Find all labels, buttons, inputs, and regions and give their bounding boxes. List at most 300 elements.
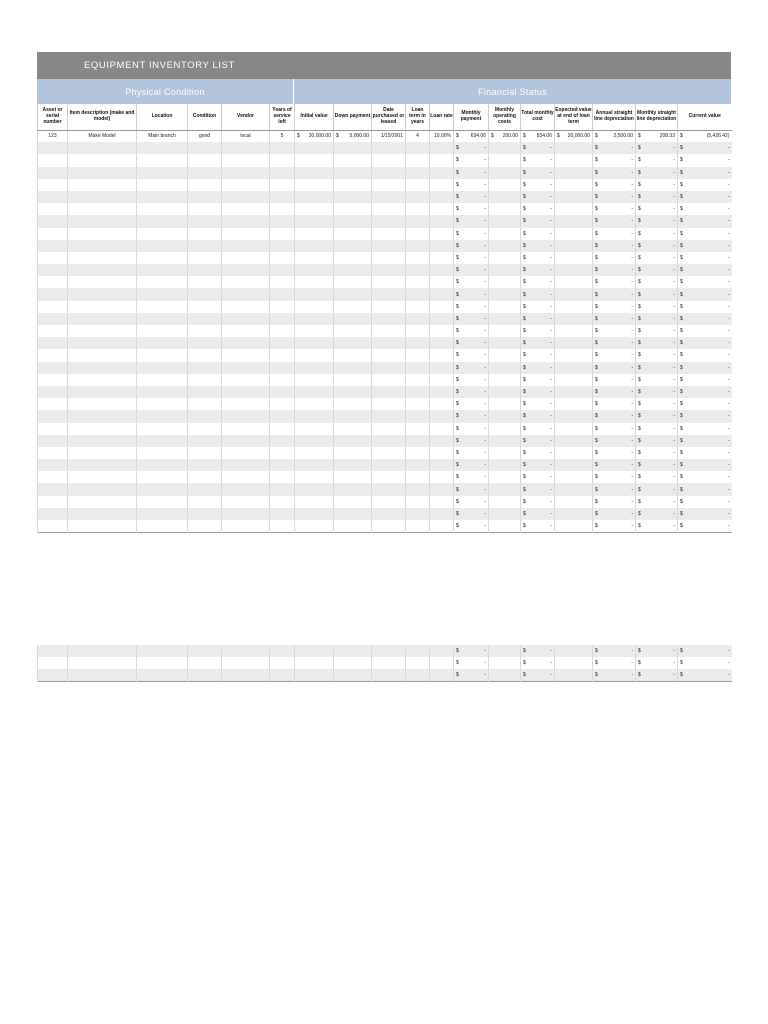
table-cell[interactable] bbox=[222, 325, 270, 337]
table-cell[interactable] bbox=[406, 386, 430, 398]
table-cell[interactable] bbox=[454, 313, 489, 325]
table-cell[interactable] bbox=[678, 349, 732, 361]
table-cell[interactable] bbox=[521, 657, 555, 669]
table-cell[interactable] bbox=[188, 179, 222, 191]
table-cell[interactable] bbox=[555, 447, 593, 459]
cell-years-left[interactable]: 5 bbox=[270, 130, 295, 142]
table-cell[interactable] bbox=[188, 398, 222, 410]
table-cell[interactable] bbox=[489, 496, 521, 508]
table-cell[interactable] bbox=[137, 228, 188, 240]
table-cell[interactable] bbox=[489, 410, 521, 422]
table-cell[interactable] bbox=[372, 325, 406, 337]
table-cell[interactable] bbox=[68, 154, 137, 166]
table-cell[interactable] bbox=[593, 228, 636, 240]
table-cell[interactable] bbox=[68, 337, 137, 349]
table-cell[interactable] bbox=[270, 142, 295, 154]
table-cell[interactable] bbox=[521, 410, 555, 422]
table-cell[interactable] bbox=[521, 374, 555, 386]
table-cell[interactable] bbox=[430, 410, 454, 422]
table-cell[interactable] bbox=[678, 459, 732, 471]
cell-expected-value[interactable] bbox=[555, 130, 593, 142]
table-cell[interactable] bbox=[555, 386, 593, 398]
table-cell[interactable] bbox=[406, 240, 430, 252]
table-cell[interactable] bbox=[555, 645, 593, 657]
table-cell[interactable] bbox=[270, 423, 295, 435]
table-cell[interactable] bbox=[406, 252, 430, 264]
table-cell[interactable] bbox=[406, 669, 430, 681]
table-cell[interactable] bbox=[372, 191, 406, 203]
table-cell[interactable] bbox=[270, 496, 295, 508]
table-cell[interactable] bbox=[521, 276, 555, 288]
table-cell[interactable] bbox=[406, 447, 430, 459]
table-cell[interactable] bbox=[38, 398, 68, 410]
table-cell[interactable] bbox=[295, 508, 334, 520]
table-cell[interactable] bbox=[454, 362, 489, 374]
table-cell[interactable] bbox=[454, 520, 489, 532]
table-cell[interactable] bbox=[521, 142, 555, 154]
table-cell[interactable] bbox=[489, 657, 521, 669]
table-cell[interactable] bbox=[430, 374, 454, 386]
table-cell[interactable] bbox=[68, 423, 137, 435]
table-cell[interactable] bbox=[406, 508, 430, 520]
table-cell[interactable] bbox=[593, 349, 636, 361]
table-cell[interactable] bbox=[454, 447, 489, 459]
table-cell[interactable] bbox=[334, 508, 372, 520]
table-cell[interactable] bbox=[593, 142, 636, 154]
table-cell[interactable] bbox=[430, 337, 454, 349]
table-cell[interactable] bbox=[137, 240, 188, 252]
table-cell[interactable] bbox=[222, 191, 270, 203]
table-cell[interactable] bbox=[137, 264, 188, 276]
table-cell[interactable] bbox=[68, 228, 137, 240]
table-cell[interactable] bbox=[222, 471, 270, 483]
table-cell[interactable] bbox=[454, 191, 489, 203]
table-cell[interactable] bbox=[593, 301, 636, 313]
table-cell[interactable] bbox=[521, 337, 555, 349]
table-cell[interactable] bbox=[270, 288, 295, 300]
table-cell[interactable] bbox=[295, 520, 334, 532]
table-cell[interactable] bbox=[454, 203, 489, 215]
table-cell[interactable] bbox=[188, 657, 222, 669]
table-cell[interactable] bbox=[555, 508, 593, 520]
table-cell[interactable] bbox=[188, 645, 222, 657]
table-cell[interactable] bbox=[489, 301, 521, 313]
table-cell[interactable] bbox=[334, 483, 372, 495]
table-cell[interactable] bbox=[489, 386, 521, 398]
table-cell[interactable] bbox=[489, 154, 521, 166]
table-cell[interactable] bbox=[222, 398, 270, 410]
table-cell[interactable] bbox=[295, 325, 334, 337]
table-cell[interactable] bbox=[188, 386, 222, 398]
table-cell[interactable] bbox=[406, 288, 430, 300]
table-cell[interactable] bbox=[406, 496, 430, 508]
cell-location[interactable]: Main branch bbox=[137, 130, 188, 142]
table-cell[interactable] bbox=[38, 167, 68, 179]
table-cell[interactable] bbox=[38, 459, 68, 471]
table-cell[interactable] bbox=[295, 398, 334, 410]
table-cell[interactable] bbox=[137, 288, 188, 300]
table-cell[interactable] bbox=[406, 657, 430, 669]
table-cell[interactable] bbox=[68, 657, 137, 669]
table-cell[interactable] bbox=[68, 142, 137, 154]
table-cell[interactable] bbox=[372, 423, 406, 435]
table-cell[interactable] bbox=[555, 423, 593, 435]
table-cell[interactable] bbox=[372, 374, 406, 386]
table-cell[interactable] bbox=[636, 471, 678, 483]
table-cell[interactable] bbox=[678, 496, 732, 508]
table-cell[interactable] bbox=[270, 325, 295, 337]
table-cell[interactable] bbox=[334, 447, 372, 459]
table-cell[interactable] bbox=[489, 240, 521, 252]
table-cell[interactable] bbox=[68, 325, 137, 337]
table-cell[interactable] bbox=[555, 264, 593, 276]
table-cell[interactable] bbox=[636, 459, 678, 471]
table-cell[interactable] bbox=[334, 423, 372, 435]
table-cell[interactable] bbox=[678, 645, 732, 657]
table-cell[interactable] bbox=[489, 669, 521, 681]
table-cell[interactable] bbox=[636, 240, 678, 252]
table-cell[interactable] bbox=[454, 645, 489, 657]
table-cell[interactable] bbox=[454, 276, 489, 288]
table-cell[interactable] bbox=[593, 398, 636, 410]
table-cell[interactable] bbox=[454, 167, 489, 179]
table-cell[interactable] bbox=[593, 337, 636, 349]
table-cell[interactable] bbox=[489, 349, 521, 361]
table-cell[interactable] bbox=[270, 167, 295, 179]
table-cell[interactable] bbox=[295, 167, 334, 179]
table-cell[interactable] bbox=[38, 313, 68, 325]
cell-condition[interactable]: good bbox=[188, 130, 222, 142]
table-cell[interactable] bbox=[295, 154, 334, 166]
table-cell[interactable] bbox=[68, 349, 137, 361]
table-cell[interactable] bbox=[295, 337, 334, 349]
table-cell[interactable] bbox=[406, 154, 430, 166]
table-cell[interactable] bbox=[636, 410, 678, 422]
table-cell[interactable] bbox=[38, 215, 68, 227]
table-cell[interactable] bbox=[188, 471, 222, 483]
table-cell[interactable] bbox=[222, 386, 270, 398]
table-cell[interactable] bbox=[406, 410, 430, 422]
table-cell[interactable] bbox=[678, 154, 732, 166]
table-cell[interactable] bbox=[334, 435, 372, 447]
table-cell[interactable] bbox=[188, 447, 222, 459]
table-cell[interactable] bbox=[636, 167, 678, 179]
table-cell[interactable] bbox=[372, 471, 406, 483]
table-cell[interactable] bbox=[38, 325, 68, 337]
table-cell[interactable] bbox=[295, 496, 334, 508]
table-cell[interactable] bbox=[222, 657, 270, 669]
table-cell[interactable] bbox=[593, 520, 636, 532]
table-cell[interactable] bbox=[593, 288, 636, 300]
table-cell[interactable] bbox=[188, 483, 222, 495]
table-cell[interactable] bbox=[137, 276, 188, 288]
table-cell[interactable] bbox=[334, 301, 372, 313]
table-cell[interactable] bbox=[372, 288, 406, 300]
table-cell[interactable] bbox=[454, 496, 489, 508]
table-cell[interactable] bbox=[137, 154, 188, 166]
table-cell[interactable] bbox=[430, 657, 454, 669]
table-cell[interactable] bbox=[295, 374, 334, 386]
table-cell[interactable] bbox=[137, 459, 188, 471]
table-cell[interactable] bbox=[334, 252, 372, 264]
table-cell[interactable] bbox=[222, 240, 270, 252]
table-cell[interactable] bbox=[636, 520, 678, 532]
table-cell[interactable] bbox=[593, 362, 636, 374]
cell-monthly-payment[interactable] bbox=[454, 130, 489, 142]
table-cell[interactable] bbox=[68, 471, 137, 483]
table-cell[interactable] bbox=[188, 167, 222, 179]
table-cell[interactable] bbox=[38, 520, 68, 532]
table-cell[interactable] bbox=[68, 301, 137, 313]
table-cell[interactable] bbox=[270, 362, 295, 374]
table-cell[interactable] bbox=[489, 435, 521, 447]
table-cell[interactable] bbox=[38, 264, 68, 276]
table-cell[interactable] bbox=[188, 410, 222, 422]
table-cell[interactable] bbox=[222, 459, 270, 471]
table-cell[interactable] bbox=[188, 313, 222, 325]
table-cell[interactable] bbox=[555, 215, 593, 227]
table-cell[interactable] bbox=[334, 215, 372, 227]
table-cell[interactable] bbox=[555, 179, 593, 191]
table-cell[interactable] bbox=[334, 520, 372, 532]
table-cell[interactable] bbox=[430, 228, 454, 240]
table-cell[interactable] bbox=[489, 520, 521, 532]
table-cell[interactable] bbox=[555, 288, 593, 300]
table-cell[interactable] bbox=[454, 374, 489, 386]
table-cell[interactable] bbox=[521, 167, 555, 179]
table-cell[interactable] bbox=[521, 435, 555, 447]
table-cell[interactable] bbox=[555, 471, 593, 483]
table-cell[interactable] bbox=[334, 228, 372, 240]
table-cell[interactable] bbox=[636, 483, 678, 495]
table-cell[interactable] bbox=[222, 483, 270, 495]
table-cell[interactable] bbox=[430, 483, 454, 495]
table-cell[interactable] bbox=[521, 386, 555, 398]
table-cell[interactable] bbox=[593, 657, 636, 669]
table-cell[interactable] bbox=[636, 496, 678, 508]
table-cell[interactable] bbox=[636, 447, 678, 459]
table-cell[interactable] bbox=[454, 288, 489, 300]
table-cell[interactable] bbox=[188, 362, 222, 374]
table-cell[interactable] bbox=[678, 313, 732, 325]
table-cell[interactable] bbox=[636, 154, 678, 166]
table-cell[interactable] bbox=[137, 435, 188, 447]
table-cell[interactable] bbox=[636, 313, 678, 325]
table-cell[interactable] bbox=[137, 313, 188, 325]
table-cell[interactable] bbox=[372, 349, 406, 361]
table-cell[interactable] bbox=[372, 398, 406, 410]
table-cell[interactable] bbox=[137, 447, 188, 459]
table-cell[interactable] bbox=[521, 288, 555, 300]
table-cell[interactable] bbox=[678, 301, 732, 313]
table-cell[interactable] bbox=[295, 203, 334, 215]
table-cell[interactable] bbox=[295, 435, 334, 447]
table-cell[interactable] bbox=[521, 179, 555, 191]
table-cell[interactable] bbox=[270, 657, 295, 669]
table-cell[interactable] bbox=[593, 154, 636, 166]
table-cell[interactable] bbox=[295, 349, 334, 361]
table-cell[interactable] bbox=[295, 362, 334, 374]
table-cell[interactable] bbox=[489, 459, 521, 471]
table-cell[interactable] bbox=[678, 398, 732, 410]
table-cell[interactable] bbox=[38, 154, 68, 166]
table-cell[interactable] bbox=[188, 349, 222, 361]
table-cell[interactable] bbox=[222, 167, 270, 179]
table-cell[interactable] bbox=[222, 508, 270, 520]
table-cell[interactable] bbox=[38, 669, 68, 681]
table-cell[interactable] bbox=[68, 398, 137, 410]
table-cell[interactable] bbox=[406, 337, 430, 349]
table-cell[interactable] bbox=[38, 374, 68, 386]
table-cell[interactable] bbox=[372, 496, 406, 508]
table-cell[interactable] bbox=[489, 215, 521, 227]
table-cell[interactable] bbox=[593, 410, 636, 422]
table-cell[interactable] bbox=[593, 179, 636, 191]
table-cell[interactable] bbox=[38, 203, 68, 215]
table-cell[interactable] bbox=[372, 459, 406, 471]
table-cell[interactable] bbox=[454, 154, 489, 166]
table-cell[interactable] bbox=[636, 203, 678, 215]
table-cell[interactable] bbox=[430, 215, 454, 227]
table-cell[interactable] bbox=[430, 154, 454, 166]
table-cell[interactable] bbox=[334, 276, 372, 288]
table-cell[interactable] bbox=[454, 264, 489, 276]
table-cell[interactable] bbox=[68, 362, 137, 374]
table-cell[interactable] bbox=[137, 386, 188, 398]
table-cell[interactable] bbox=[38, 471, 68, 483]
table-cell[interactable] bbox=[270, 483, 295, 495]
table-cell[interactable] bbox=[555, 252, 593, 264]
table-cell[interactable] bbox=[372, 264, 406, 276]
table-cell[interactable] bbox=[137, 301, 188, 313]
table-cell[interactable] bbox=[38, 435, 68, 447]
table-cell[interactable] bbox=[372, 301, 406, 313]
table-cell[interactable] bbox=[593, 669, 636, 681]
table-cell[interactable] bbox=[222, 288, 270, 300]
table-cell[interactable] bbox=[636, 228, 678, 240]
table-cell[interactable] bbox=[430, 508, 454, 520]
table-cell[interactable] bbox=[555, 410, 593, 422]
table-cell[interactable] bbox=[593, 215, 636, 227]
table-cell[interactable] bbox=[68, 264, 137, 276]
table-cell[interactable] bbox=[406, 645, 430, 657]
table-cell[interactable] bbox=[678, 167, 732, 179]
table-cell[interactable] bbox=[489, 337, 521, 349]
table-cell[interactable] bbox=[270, 374, 295, 386]
table-cell[interactable] bbox=[636, 362, 678, 374]
table-cell[interactable] bbox=[38, 337, 68, 349]
table-cell[interactable] bbox=[137, 520, 188, 532]
table-cell[interactable] bbox=[38, 496, 68, 508]
table-cell[interactable] bbox=[372, 276, 406, 288]
table-cell[interactable] bbox=[489, 362, 521, 374]
table-cell[interactable] bbox=[430, 179, 454, 191]
table-cell[interactable] bbox=[334, 471, 372, 483]
table-cell[interactable] bbox=[270, 508, 295, 520]
table-cell[interactable] bbox=[188, 228, 222, 240]
table-cell[interactable] bbox=[521, 191, 555, 203]
table-cell[interactable] bbox=[188, 496, 222, 508]
table-cell[interactable] bbox=[406, 264, 430, 276]
table-cell[interactable] bbox=[68, 191, 137, 203]
table-cell[interactable] bbox=[137, 215, 188, 227]
table-cell[interactable] bbox=[636, 508, 678, 520]
table-cell[interactable] bbox=[68, 215, 137, 227]
table-cell[interactable] bbox=[593, 240, 636, 252]
table-cell[interactable] bbox=[678, 435, 732, 447]
table-cell[interactable] bbox=[593, 645, 636, 657]
table-cell[interactable] bbox=[521, 483, 555, 495]
table-cell[interactable] bbox=[489, 374, 521, 386]
table-cell[interactable] bbox=[406, 362, 430, 374]
table-cell[interactable] bbox=[334, 459, 372, 471]
cell-loan-term[interactable]: 4 bbox=[406, 130, 430, 142]
table-cell[interactable] bbox=[636, 179, 678, 191]
table-cell[interactable] bbox=[270, 459, 295, 471]
table-cell[interactable] bbox=[270, 240, 295, 252]
table-cell[interactable] bbox=[137, 179, 188, 191]
table-cell[interactable] bbox=[593, 496, 636, 508]
table-cell[interactable] bbox=[489, 483, 521, 495]
table-cell[interactable] bbox=[555, 483, 593, 495]
table-cell[interactable] bbox=[489, 423, 521, 435]
table-cell[interactable] bbox=[270, 398, 295, 410]
table-cell[interactable] bbox=[295, 288, 334, 300]
table-cell[interactable] bbox=[68, 313, 137, 325]
table-cell[interactable] bbox=[334, 669, 372, 681]
table-cell[interactable] bbox=[270, 179, 295, 191]
table-cell[interactable] bbox=[555, 240, 593, 252]
table-cell[interactable] bbox=[270, 645, 295, 657]
table-cell[interactable] bbox=[593, 483, 636, 495]
table-cell[interactable] bbox=[295, 471, 334, 483]
table-cell[interactable] bbox=[521, 669, 555, 681]
table-cell[interactable] bbox=[593, 447, 636, 459]
table-cell[interactable] bbox=[68, 167, 137, 179]
table-cell[interactable] bbox=[137, 191, 188, 203]
table-cell[interactable] bbox=[372, 167, 406, 179]
table-cell[interactable] bbox=[593, 471, 636, 483]
table-cell[interactable] bbox=[406, 374, 430, 386]
table-cell[interactable] bbox=[137, 669, 188, 681]
table-cell[interactable] bbox=[636, 435, 678, 447]
table-cell[interactable] bbox=[555, 167, 593, 179]
table-cell[interactable] bbox=[454, 325, 489, 337]
table-cell[interactable] bbox=[678, 410, 732, 422]
table-cell[interactable] bbox=[521, 645, 555, 657]
table-cell[interactable] bbox=[489, 398, 521, 410]
table-cell[interactable] bbox=[454, 179, 489, 191]
table-cell[interactable] bbox=[188, 142, 222, 154]
table-cell[interactable] bbox=[137, 657, 188, 669]
table-cell[interactable] bbox=[295, 301, 334, 313]
table-cell[interactable] bbox=[38, 410, 68, 422]
table-cell[interactable] bbox=[406, 313, 430, 325]
table-cell[interactable] bbox=[555, 520, 593, 532]
table-cell[interactable] bbox=[430, 669, 454, 681]
table-cell[interactable] bbox=[270, 252, 295, 264]
table-cell[interactable] bbox=[521, 252, 555, 264]
table-cell[interactable] bbox=[489, 645, 521, 657]
table-cell[interactable] bbox=[68, 276, 137, 288]
table-cell[interactable] bbox=[678, 483, 732, 495]
table-cell[interactable] bbox=[430, 496, 454, 508]
table-cell[interactable] bbox=[406, 349, 430, 361]
table-cell[interactable] bbox=[334, 410, 372, 422]
table-cell[interactable] bbox=[430, 240, 454, 252]
cell-asset[interactable]: 123 bbox=[38, 130, 68, 142]
table-cell[interactable] bbox=[406, 215, 430, 227]
